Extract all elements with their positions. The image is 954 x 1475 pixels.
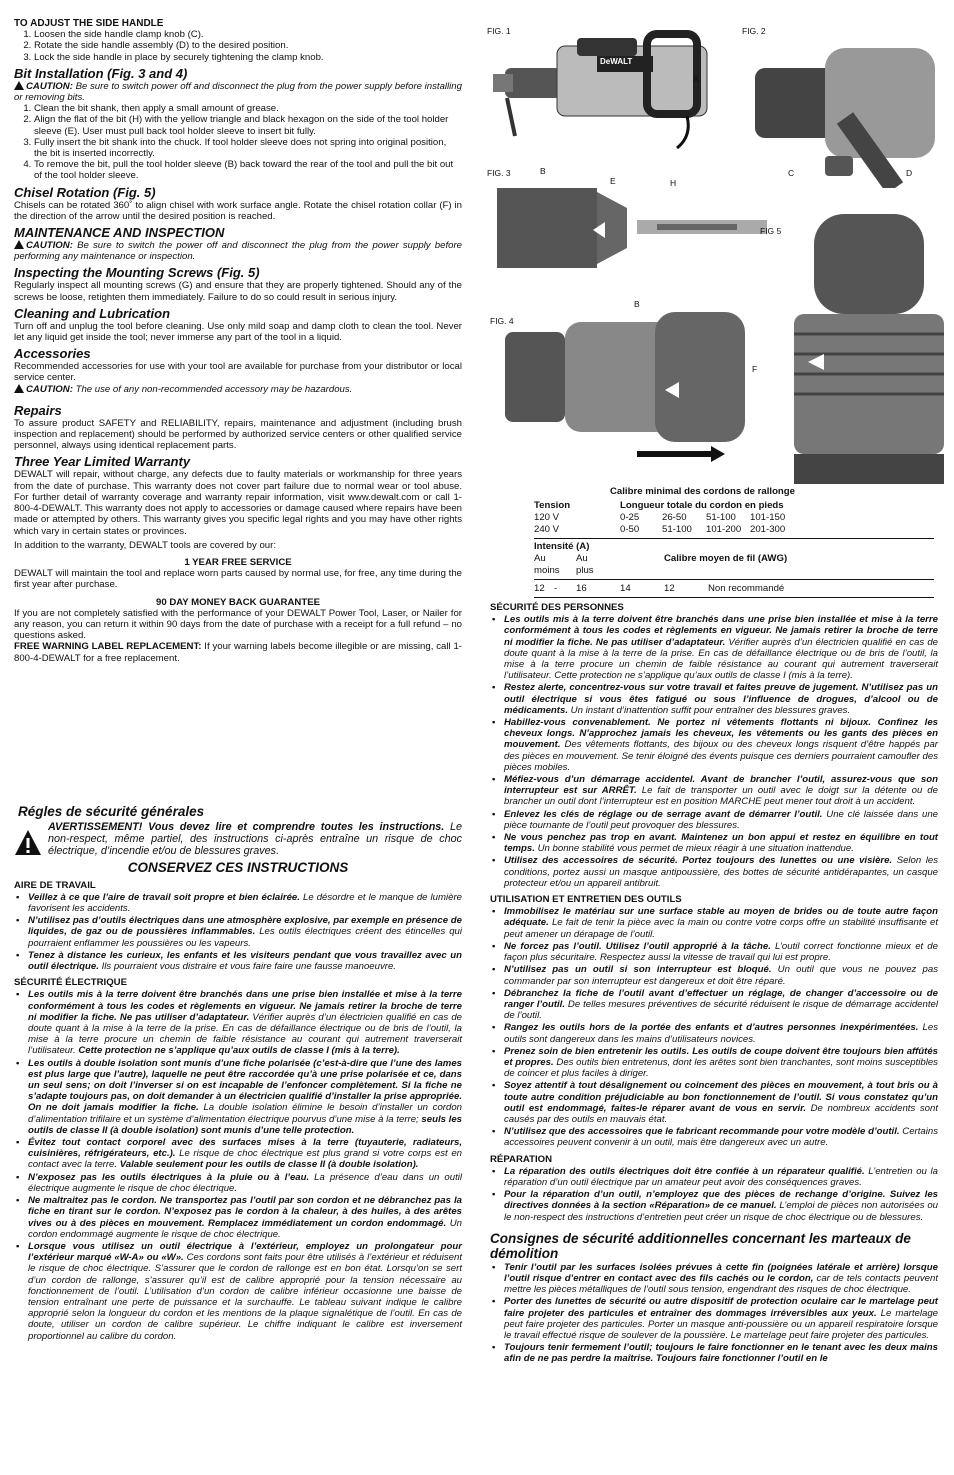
- list-item: • Tenir l’outil par les surfaces isolées prévues à cette fin (poignées latérale et arrière) lorsque l’outil risque d’entrer en contact avec des fils cachés ou le cordon, car de tels contacts peuvent mettre les pièces métalliques de l’outil sous tension, engendrant des risques de choc électrique.: [490, 1262, 938, 1296]
- bit-caution: CAUTION: Be sure to switch power off and disconnect the plug from the power supply before installing or removing bits.: [14, 80, 462, 104]
- fig-4-label: FIG. 4: [490, 316, 514, 326]
- accessories-heading: Accessories: [14, 346, 91, 362]
- label-h: H: [670, 178, 677, 188]
- warning-icon: [14, 240, 24, 249]
- list-item: • Rangez les outils hors de la portée des enfants et d’autres personnes inexpérimentées. Les outils sont dangereux dans les mains d’utilisateurs novices.: [490, 1022, 938, 1044]
- label-a: A: [693, 74, 699, 84]
- repair-title: RÉPARATION: [490, 1153, 553, 1165]
- fig-3-label: FIG. 3: [487, 168, 511, 178]
- accessories-text: Recommended accessories for use with your tool are available for purchase from your distributor or local service center.: [14, 361, 462, 384]
- label-replacement: FREE WARNING LABEL REPLACEMENT: If your warning labels become illegible or are missing, call 1-800-4-DEWALT for a free replacement.: [14, 641, 462, 664]
- general-rules-heading: Régles de sécurité générales: [18, 804, 205, 819]
- list-item: • Habillez-vous convenablement. Ne portez ni vêtements flottants ni bijoux. Confinez les cheveux longs. N’approchez jamais les cheveux, les vêtements ou les gants des pièces en mouvement. Des vêtements flottants, des bijoux ou des cheveux longs risquent d’être happés par des pièces en mouvement. Se tenir éloigné des évents puisque ces derniers pourraient camoufler des pièces mobiles.: [490, 717, 938, 773]
- money-back-title: 90 DAY MONEY BACK GUARANTEE: [155, 596, 321, 608]
- list-item: 4. To remove the bit, pull the tool holder sleeve (B) back toward the rear of the tool and pull the bit out of the tool holder sleeve.: [34, 159, 462, 181]
- chisel-text: Chisels can be rotated 360˚ to align chisel with work surface angle. Rotate the chisel rotation collar (F) in the direction of the arrow until the desired position is reached.: [14, 199, 462, 222]
- list-item: • Porter des lunettes de sécurité ou autre dispositif de protection oculaire car le martelage peut faire projeter des particules et entraîner des dommages irréversibles aux yeux. Le martelage peut faire projeter des particules. Porter un masque anti-poussière ou un appareil respiratoire lorsque le travail effectué risque de soulever de la poussière. Le martelage peut faire projeter des particules.: [490, 1296, 938, 1341]
- list-item: • Lorsque vous utilisez un outil électrique à l’extérieur, employez un prolongateur pour l’extérieur marqué «W-A» ou «W». Ces cordons sont faits pour être utilisés à l’extérieur et réduisent le risque de choc électrique. S’assurer que le cordon de rallonge est en bon état. Lorsqu’on se sert d’un cordon de rallonge, s’assurer qu’il est de calibre approprié pour la tension nécessaire au fonctionnement de l’outil. L’utilisation d’un cordon de calibre inférieur occasionne une baisse de tension entraînant une perte de puissance et la surchauffe. Le tableau suivant indique le calibre approprié selon la longueur du cordon et les mentions de la plaque signalétique de l’outil. En cas de doute, utiliser un cordon de calibre supérieur. Le chiffre indiquant le calibre est inversement proportionnel au calibre du cordon.: [14, 1241, 462, 1342]
- figure-1-hammer: [487, 26, 727, 151]
- label-f: F: [752, 364, 758, 374]
- figure-3-bit-sleeve: [497, 188, 767, 268]
- list-item: • Toujours tenir fermement l’outil; toujours le faire fonctionner en le tenant avec les deux mains afin de ne pas perdre la maîtrise. Toujours faire fonctionner l’outil en le: [490, 1342, 938, 1364]
- cord-table-title: Calibre minimal des cordons de rallonge: [610, 486, 795, 497]
- fig-5-label: FIG 5: [760, 226, 782, 236]
- list-item: 2. Rotate the side handle assembly (D) to the desired position.: [34, 40, 462, 51]
- warranty-text2: In addition to the warranty, DEWALT tools are covered by our:: [14, 539, 276, 551]
- list-item: • Tenez à distance les curieux, les enfants et les visiteurs pendant que vous travaillez avec un outil électrique. Ils pourraient vous distraire et vous faire faire une fausse manoeuvre.: [14, 950, 462, 972]
- screws-text: Regularly inspect all mounting screws (G) and ensure that they are properly tightened. Should any of the screws be loose, retighten them immediately. Failure to do so could result in serious injury.: [14, 280, 462, 303]
- list-item: • Enlevez les clés de réglage ou de serrage avant de démarrer l’outil. Une clé laissée dans une pièce tournante de l’outil peut provoquer des blessures.: [490, 809, 938, 831]
- accessories-caution: CAUTION: The use of any non-recommended accessory may be hazardous.: [14, 384, 462, 395]
- list-item: • Ne forcez pas l’outil. Utilisez l’outil approprié à la tâche. L’outil correct fonctionne mieux et de façon plus sécuritaire. Respectez aussi la vitesse de travail qui lui est propre.: [490, 941, 938, 963]
- list-item: • Ne vous penchez pas trop en avant. Maintenez un bon appui et restez en équilibre en tout temps. Un bonne stabilité vous permet de mieux réagir à une situation inattendue.: [490, 832, 938, 854]
- fig-1-label: FIG. 1: [487, 26, 511, 36]
- bit-installation-heading: Bit Installation (Fig. 3 and 4): [14, 65, 188, 81]
- list-item: 1. Loosen the side handle clamp knob (C).: [34, 29, 462, 40]
- figure-4-chuck: [505, 312, 750, 462]
- electrical-title: SÉCURITÉ ÉLECTRIQUE: [14, 977, 128, 989]
- list-item: • Les outils mis à la terre doivent être branchés dans une prise bien installée et mise à la terre conformément à tous les codes et règlements en vigueur. Ne jamais retirer la broche de terre ni modifier la fiche. Ne pas utiliser d’adaptateur. Vérifier auprès d’un électricien qualifié en cas de doute quant à la mise à la terre de la prise. En cas de défaillance électrique ou de bris de l’outil, la mise à la terre procure un chemin de faible résistance au courant qui autrement traverserait l’utilisateur. Cette protection ne s’applique qu’aux outils de classe I (mis à la terre).: [490, 614, 938, 681]
- maintenance-heading: MAINTENANCE AND INSPECTION: [14, 225, 225, 241]
- list-item: 2. Align the flat of the bit (H) with the yellow triangle and black hexagon on the side of the tool holder sleeve (E). User must pull back tool holder sleeve to insert bit fully.: [34, 114, 462, 136]
- list-item: • Immobilisez le matériau sur une surface stable au moyen de brides ou de toute autre façon adéquate. Le fait de tenir la pièce avec la main ou contre votre corps offre un stabilité insuffisante et peut amener un dérapage de l’outil.: [490, 906, 938, 940]
- list-item: • Méfiez-vous d’un démarrage accidentel. Avant de brancher l’outil, assurez-vous que son interrupteur est sur ARRÊT. Le fait de transporter un outil avec le doigt sur la détente ou de brancher un outil dont l’interrupteur est en position MARCHE peut mener tout droit à un accident.: [490, 774, 938, 808]
- table-row: 120 V 0-25 26-50 51-100 101-150: [534, 512, 786, 523]
- list-item: • N’exposez pas les outils électriques à la pluie ou à l’eau. La présence d’eau dans un outil électrique augmente le risque de choc électrique.: [14, 1172, 462, 1194]
- list-item: • Restez alerte, concentrez-vous sur votre travail et faites preuve de jugement. N’utilisez pas un outil électrique si vous êtes fatigué ou sous l’influence de drogues, d’alcool ou de médicaments. Un instant d’inattention suffit pour entraîner des blessures graves.: [490, 682, 938, 716]
- list-item: • Débranchez la fiche de l’outil avant d’effectuer un réglage, de changer d’accessoire ou de ranger l’outil. De telles mesures préventives de sécurité réduisent le risque de démarrage accidentel de l’outil.: [490, 988, 938, 1022]
- label-c: C: [788, 168, 795, 178]
- free-service-title: 1 YEAR FREE SERVICE: [184, 556, 292, 568]
- list-item: • N’utilisez pas un outil si son interrupteur est bloqué. Un outil que vous ne pouvez pas commander par son interrupteur est dangereux et doit être réparé.: [490, 964, 938, 986]
- warning-block: AVERTISSEMENT! Vous devez lire et comprendre toutes les instructions. Le non-respect, même partiel, des instructions ci-après entraîne un risque de choc électrique, d’incendie et/ou de blessures graves.: [14, 821, 462, 858]
- list-item: • N’utilisez pas d’outils électriques dans une atmosphère explosive, par exemple en présence de liquides, de gaz ou de poussières inflammables. Les outils électriques créent des étincelles qui pourraient enflammer les poussières ou les vapeurs.: [14, 915, 462, 949]
- list-item: • Veillez à ce que l’aire de travail soit propre et bien éclairée. Le désordre et le manque de lumière favorisent les accidents.: [14, 892, 462, 914]
- list-item: 3. Lock the side handle in place by securely tightening the clamp knob.: [34, 52, 462, 63]
- maintenance-caution: CAUTION: Be sure to switch the power off and disconnect the plug from the power supply before performing any maintenance or inspection.: [14, 240, 462, 263]
- personal-safety-title: SÉCURITÉ DES PERSONNES: [490, 602, 624, 613]
- work-area-title: AIRE DE TRAVAIL: [14, 879, 96, 891]
- free-service-text: DEWALT will maintain the tool and replace worn parts caused by normal use, for free, any time during the first year after purchase.: [14, 568, 462, 591]
- label-b: B: [540, 166, 546, 176]
- list-item: • Les outils mis à la terre doivent être branchés dans une prise bien installée et mise à la terre conformément à tous les codes et règlements en vigueur. Ne jamais retirer la broche de terre ni modifier la fiche. Ne pas utiliser d’adaptateur. Vérifier auprès d’un électricien qualifié en cas de doute quant à la mise à la terre de la prise. En cas de défaillance électrique ou de bris de l’outil, la mise à la terre procure un chemin de faible résistance au courant qui autrement traverserait l’utilisateur. Cette protection ne s’applique qu’aux outils de classe I (mis à la terre).: [14, 989, 462, 1056]
- warning-icon: [14, 829, 42, 857]
- tool-use-title: UTILISATION ET ENTRETIEN DES OUTILS: [490, 894, 682, 906]
- fig-2-label: FIG. 2: [742, 26, 766, 36]
- english-column: [14, 16, 462, 664]
- list-item: • Soyez attentif à tout désalignement ou coincement des pièces en mouvement, à tout bris ou à toute autre condition préjudiciable au bon fonctionnement de l’outil. Si vous constatez qu’un outil est endommagé, faites-le réparer avant de vous en servir. De nombreux accidents sont causés par des outils en mauvais état.: [490, 1080, 938, 1125]
- figure-5-collar: [794, 214, 944, 484]
- list-item: • La réparation des outils électriques doit être confiée à un réparateur qualifié. L’entretien ou la réparation d’un outil électrique par un amateur peut avoir des conséquences graves.: [490, 1166, 938, 1188]
- cleaning-text: Turn off and unplug the tool before cleaning. Use only mild soap and damp cloth to clean the tool. Never let any liquid get inside the tool; never immerse any part of the tool in a liquid.: [14, 320, 462, 344]
- list-item: • Les outils à double isolation sont munis d’une fiche polarisée (c’est-à-dire que l’une des lames est plus large que l’autre), laquelle ne peut être raccordée qu’à une prise polarisée et ce, dans un seul sens; on doit l’inverser si on est incapable de l’enfoncer complètement. Si la fiche ne s’adapte toujours pas, on doit demander à un électricien qualifié d’installer la prise appropriée. On ne doit jamais modifier la fiche. La double isolation élimine le besoin d’installer un cordon d’alimentation trifilaire et un système d’alimentation électrique pourvus d’une mise à la terre; seuls les outils de classe II (à double isolation) sont munis d’une telle protection.: [14, 1058, 462, 1136]
- label-d: D: [906, 168, 913, 178]
- warning-icon: [14, 81, 24, 90]
- list-item: • N’utilisez que des accessoires que le fabricant recommande pour votre modèle d’outil. Certains accessoires peuvent convenir à un outil, mais être dangereux avec un autre.: [490, 1126, 938, 1148]
- list-item: 3. Fully insert the bit shank into the chuck. If tool holder sleeve does not spring into original position, the bit is inserted incorrectly.: [34, 137, 462, 159]
- list-item: • Évitez tout contact corporel avec des surfaces mises à la terre (tuyauterie, radiateurs, cuisinières, réfrigérateurs, etc.). Le risque de choc électrique est plus grand si votre corps est en contact avec la terre. Valable seulement pour les outils de classe II (à double isolation).: [14, 1137, 462, 1171]
- table-row: 240 V 0-50 51-100 101-200 201-300: [534, 524, 786, 535]
- french-right-column: [490, 602, 938, 1365]
- additional-rules-heading: Consignes de sécurité additionnelles concernant les marteaux de démolition: [490, 1230, 911, 1261]
- list-item: 1. Clean the bit shank, then apply a small amount of grease.: [34, 103, 462, 114]
- warranty-heading: Three Year Limited Warranty: [14, 454, 191, 470]
- side-handle-steps: [34, 29, 462, 63]
- keep-instructions: CONSERVEZ CES INSTRUCTIONS: [127, 859, 349, 875]
- screws-heading: Inspecting the Mounting Screws (Fig. 5): [14, 265, 260, 281]
- list-item: • Prenez soin de bien entretenir les outils. Les outils de coupe doivent être toujours bien affûtés et propres. Des outils bien entretenus, dont les arêtes sont bien tranchantes, sont moins susceptibles de coincer et plus faciles à diriger.: [490, 1046, 938, 1080]
- label-b-fig4: B: [634, 299, 640, 309]
- label-brand: DeWALT: [600, 57, 633, 66]
- bit-steps: [34, 103, 462, 181]
- cord-table: Tension Longueur totale du cordon en pieds 120 V 0-25 26-50 51-100 101-150 240 V 0-50 51-100 101-200 201-300 Intensité (A) Au Au Calibre moyen de fil (AWG) moins plus 12 - 16 14 12 Non recommandé: [534, 500, 934, 598]
- chisel-heading: Chisel Rotation (Fig. 5): [14, 184, 156, 200]
- french-left-column: [14, 804, 462, 1342]
- warning-icon: [14, 384, 24, 393]
- warranty-text: DEWALT will repair, without charge, any defects due to faulty materials or workmanship for three years from the date of purchase. This warranty does not cover part failure due to normal wear or tool abuse. For further detail of warranty coverage and warranty repair information, visit www.dewalt.com or call 1-800-4-DEWALT. This warranty does not apply to accessories or damage caused where repairs have been made or attempted by others. This warranty gives you specific legal rights and you may have other rights which vary in certain states or provinces.: [14, 469, 462, 537]
- list-item: • Ne maltraitez pas le cordon. Ne transportez pas l’outil par son cordon et ne débranchez pas la fiche en tirant sur le cordon. N’exposez pas le cordon à la chaleur, à des huiles, à des arêtes vives ou à des pièces en mouvement. Remplacez immédiatement un cordon endommagé. Un cordon endommagé augmente le risque de choc électrique.: [14, 1195, 462, 1240]
- cleaning-heading: Cleaning and Lubrication: [14, 305, 171, 321]
- label-e: E: [610, 176, 616, 186]
- list-item: • Pour la réparation d’un outil, n’employez que des pièces de rechange d’origine. Suivez les directives données à la section «Réparation» de ce manuel. L’emploi de pièces non autorisées ou le non-respect des instructions d’entretien peut créer un risque de choc électrique ou de blessures.: [490, 1189, 938, 1223]
- money-back-text: If you are not completely satisfied with the performance of your DEWALT Power Tool, Laser, or Nailer for any reason, you can return it within 90 days from the date of purchase with a receipt for a full refund – no questions asked.: [14, 607, 462, 642]
- repairs-heading: Repairs: [14, 402, 62, 418]
- list-item: • Utilisez des accessoires de sécurité. Portez toujours des lunettes ou une visière. Selon les conditions, portez aussi un masque antipoussière, des bottes de sécurité antidérapantes, un casque protecteur et/ou un appareil antibruit.: [490, 855, 938, 889]
- side-handle-title: TO ADJUST THE SIDE HANDLE: [14, 18, 164, 29]
- repairs-text: To assure product SAFETY and RELIABILITY, repairs, maintenance and adjustment (including brush inspection and replacement) should be performed by authorized service centers or other qualified service personnel, always using identical replacement parts.: [14, 417, 462, 452]
- figure-2-side-handle: [755, 38, 935, 188]
